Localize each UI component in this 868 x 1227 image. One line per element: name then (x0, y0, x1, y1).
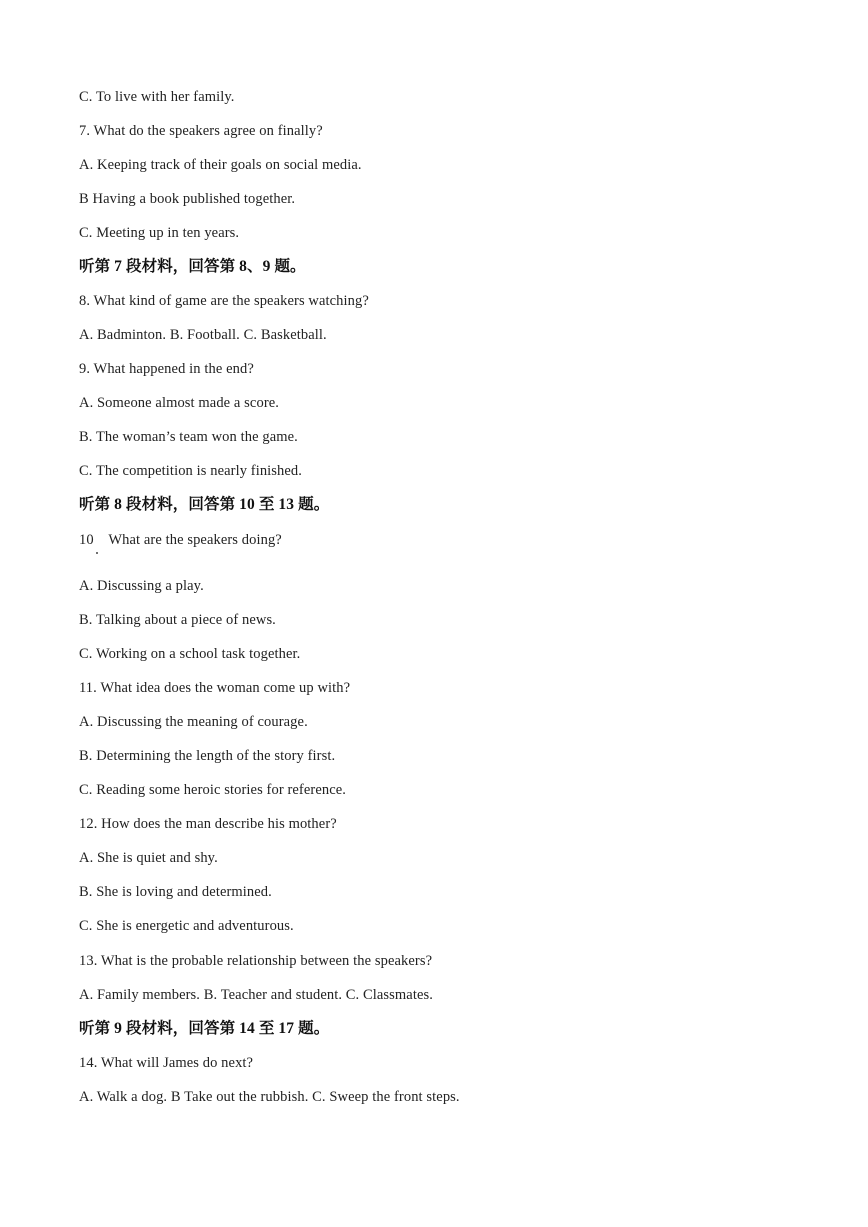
stray-dot-mark (96, 552, 98, 554)
q10-option-a: A. Discussing a play. (79, 578, 204, 594)
q11-option-c: C. Reading some heroic stories for reference. (79, 782, 347, 798)
q10-option-c: C. Working on a school task together. (79, 646, 301, 662)
q8-options: A. Badminton. B. Football. C. Basketball. (79, 327, 327, 343)
question-12: 12. How does the man describe his mother? (79, 816, 337, 832)
q7-option-c: C. Meeting up in ten years. (79, 225, 240, 241)
option-c-live-with-family: C. To live with her family. (79, 89, 235, 105)
q14-options: A. Walk a dog. B Take out the rubbish. C. Sweep the front steps. (79, 1089, 460, 1105)
q10-option-b: B. Talking about a piece of news. (79, 612, 276, 628)
q12-option-c: C. She is energetic and adventurous. (79, 918, 294, 934)
q9-option-a: A. Someone almost made a score. (79, 395, 280, 411)
section-heading-7: 听第 7 段材料，回答第 8、9 题。 (79, 258, 306, 275)
q7-option-a: A. Keeping track of their goals on social media. (79, 157, 362, 173)
q11-option-b: B. Determining the length of the story first. (79, 748, 336, 764)
q9-option-b: B. The woman’s team won the game. (79, 429, 298, 445)
section-heading-8: 听第 8 段材料，回答第 10 至 13 题。 (79, 496, 330, 513)
question-8: 8. What kind of game are the speakers watching? (79, 293, 369, 309)
q12-option-a: A. She is quiet and shy. (79, 850, 218, 866)
q7-option-b: B Having a book published together. (79, 191, 296, 207)
question-11: 11. What idea does the woman come up with? (79, 680, 351, 696)
question-14: 14. What will James do next? (79, 1055, 254, 1071)
question-13: 13. What is the probable relationship between the speakers? (79, 953, 433, 969)
section-heading-9: 听第 9 段材料，回答第 14 至 17 题。 (79, 1020, 330, 1037)
q13-options: A. Family members. B. Teacher and student. C. Classmates. (79, 987, 433, 1003)
q9-option-c: C. The competition is nearly finished. (79, 463, 303, 479)
q12-option-b: B. She is loving and determined. (79, 884, 272, 900)
question-9: 9. What happened in the end? (79, 361, 254, 377)
question-10: 10 What are the speakers doing? (79, 532, 282, 548)
q11-option-a: A. Discussing the meaning of courage. (79, 714, 308, 730)
question-7: 7. What do the speakers agree on finally? (79, 123, 323, 139)
